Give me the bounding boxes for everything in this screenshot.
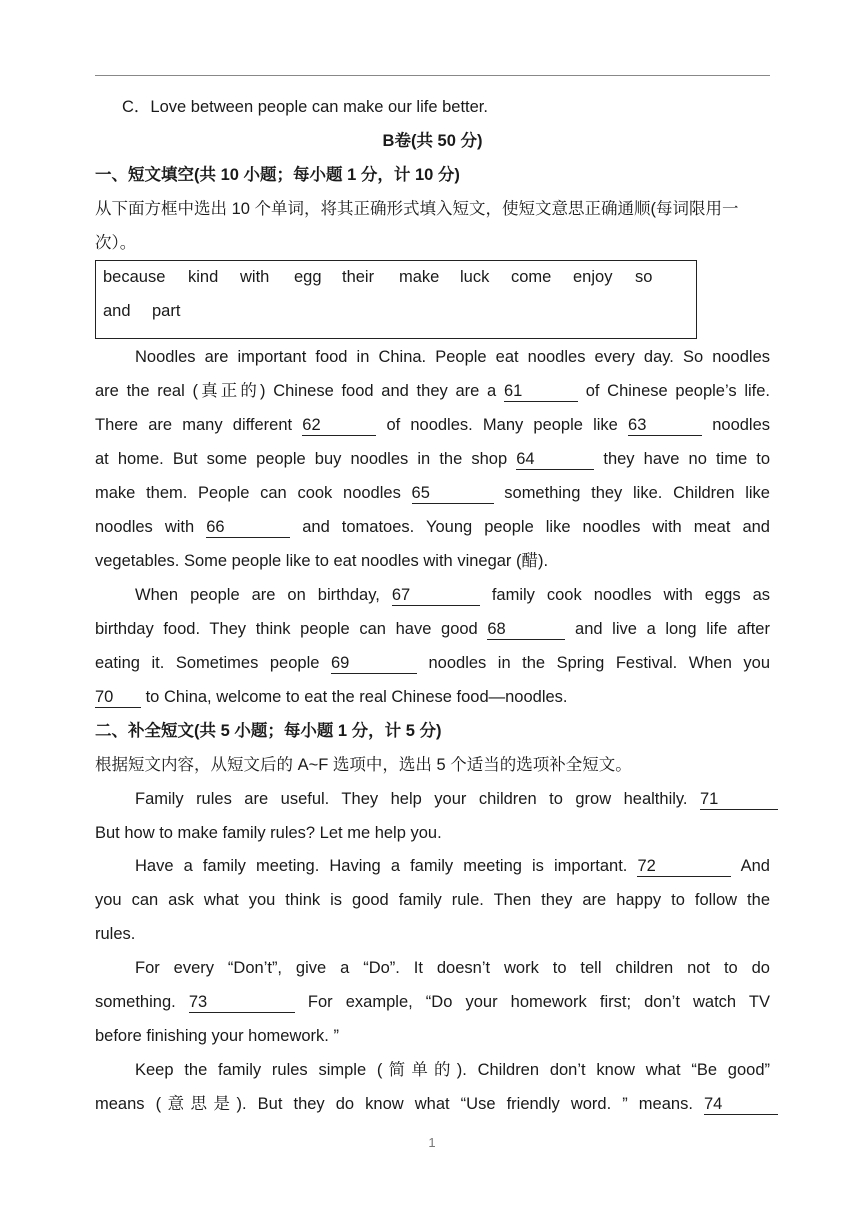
- blank-71[interactable]: 71: [700, 789, 778, 810]
- word-option: so: [635, 268, 653, 286]
- word-option: enjoy: [573, 268, 613, 286]
- passage2-line: Family rules are useful. They help your children to grow healthily. 71: [95, 788, 778, 810]
- passage1-line: are the real (真正的) Chinese food and they are a 61 of Chinese people’s life.: [95, 382, 770, 400]
- passage1-line: Noodles are important food in China. People eat noodles every day. So noodles: [135, 348, 770, 366]
- passage2-line: something. 73 For example, “Do your homework first; don’t watch TV: [95, 993, 770, 1011]
- part1-instruction-cont: 次）。: [95, 234, 137, 252]
- passage2-line: Have a family meeting. Having a family meeting is important. 72 And: [135, 857, 770, 875]
- word-option: their: [342, 268, 375, 286]
- section-b-title: B卷(共 50 分): [382, 132, 483, 150]
- passage1-line: make them. People can cook noodles 65 something they like. Children like: [95, 484, 770, 502]
- passage1-line: at home. But some people buy noodles in the shop 64 they have no time to: [95, 450, 771, 468]
- word-option: come: [511, 268, 552, 286]
- word-option: because: [103, 268, 166, 286]
- blank-74[interactable]: 74: [704, 1094, 778, 1115]
- word-option: kind: [188, 268, 219, 286]
- blank-73[interactable]: 73: [189, 992, 295, 1013]
- blank-69[interactable]: 69: [331, 653, 417, 674]
- page-number: 1: [428, 1135, 436, 1150]
- passage2-line: For every “Don’t”, give a “Do”. It doesn’t work to tell children not to do: [135, 959, 770, 977]
- passage1-line: birthday food. They think people can have good 68 and live a long life after: [95, 620, 770, 638]
- passage2-line: you can ask what you think is good family rule. Then they are happy to follow the: [95, 891, 770, 909]
- header-rule: [95, 75, 770, 76]
- option-c: C．Love between people can make our life better.: [122, 98, 488, 116]
- part2-heading: 二、补全短文(共 5 小题；每小题 1 分，计 5 分): [95, 722, 442, 740]
- passage2-line: Keep the family rules simple (简单的). Children don’t know what “Be good”: [135, 1061, 770, 1079]
- blank-72[interactable]: 72: [637, 856, 731, 877]
- passage1-line: When people are on birthday, 67 family cook noodles with eggs as: [135, 586, 770, 604]
- blank-64[interactable]: 64: [516, 449, 594, 470]
- blank-70[interactable]: 70: [95, 687, 141, 708]
- word-option: with: [240, 268, 270, 286]
- passage1-line: 70 to China, welcome to eat the real Chinese food—noodles.: [95, 688, 568, 706]
- passage2-line: before finishing your homework. ”: [95, 1027, 339, 1045]
- blank-67[interactable]: 67: [392, 585, 480, 606]
- blank-66[interactable]: 66: [206, 517, 290, 538]
- blank-61[interactable]: 61: [504, 381, 578, 402]
- passage1-line: eating it. Sometimes people 69 noodles in the Spring Festival. When you: [95, 654, 771, 672]
- part1-instruction: 从下面方框中选出 10 个单词，将其正确形式填入短文，使短文意思正确通顺(每词限用一: [95, 200, 739, 218]
- part1-heading: 一、短文填空(共 10 小题；每小题 1 分，计 10 分): [95, 166, 460, 184]
- blank-68[interactable]: 68: [487, 619, 565, 640]
- blank-62[interactable]: 62: [302, 415, 376, 436]
- word-box: [95, 260, 697, 339]
- part2-instruction: 根据短文内容，从短文后的 A~F 选项中，选出 5 个适当的选项补全短文。: [95, 756, 632, 774]
- passage1-line: vegetables. Some people like to eat noodles with vinegar (醋).: [95, 552, 549, 570]
- word-option: part: [152, 302, 181, 320]
- passage1-line: There are many different 62 of noodles. Many people like 63 noodles: [95, 416, 771, 434]
- word-option: and: [103, 302, 131, 320]
- word-option: make: [399, 268, 440, 286]
- blank-63[interactable]: 63: [628, 415, 702, 436]
- passage1-line: noodles with 66 and tomatoes. Young people like noodles with meat and: [95, 518, 770, 536]
- passage2-line: rules.: [95, 925, 136, 943]
- word-option: egg: [294, 268, 322, 286]
- blank-65[interactable]: 65: [412, 483, 494, 504]
- word-option: luck: [460, 268, 490, 286]
- passage2-line: But how to make family rules? Let me help you.: [95, 824, 442, 842]
- passage2-line: means (意思是). But they do know what “Use friendly word. ” means. 74: [95, 1093, 778, 1115]
